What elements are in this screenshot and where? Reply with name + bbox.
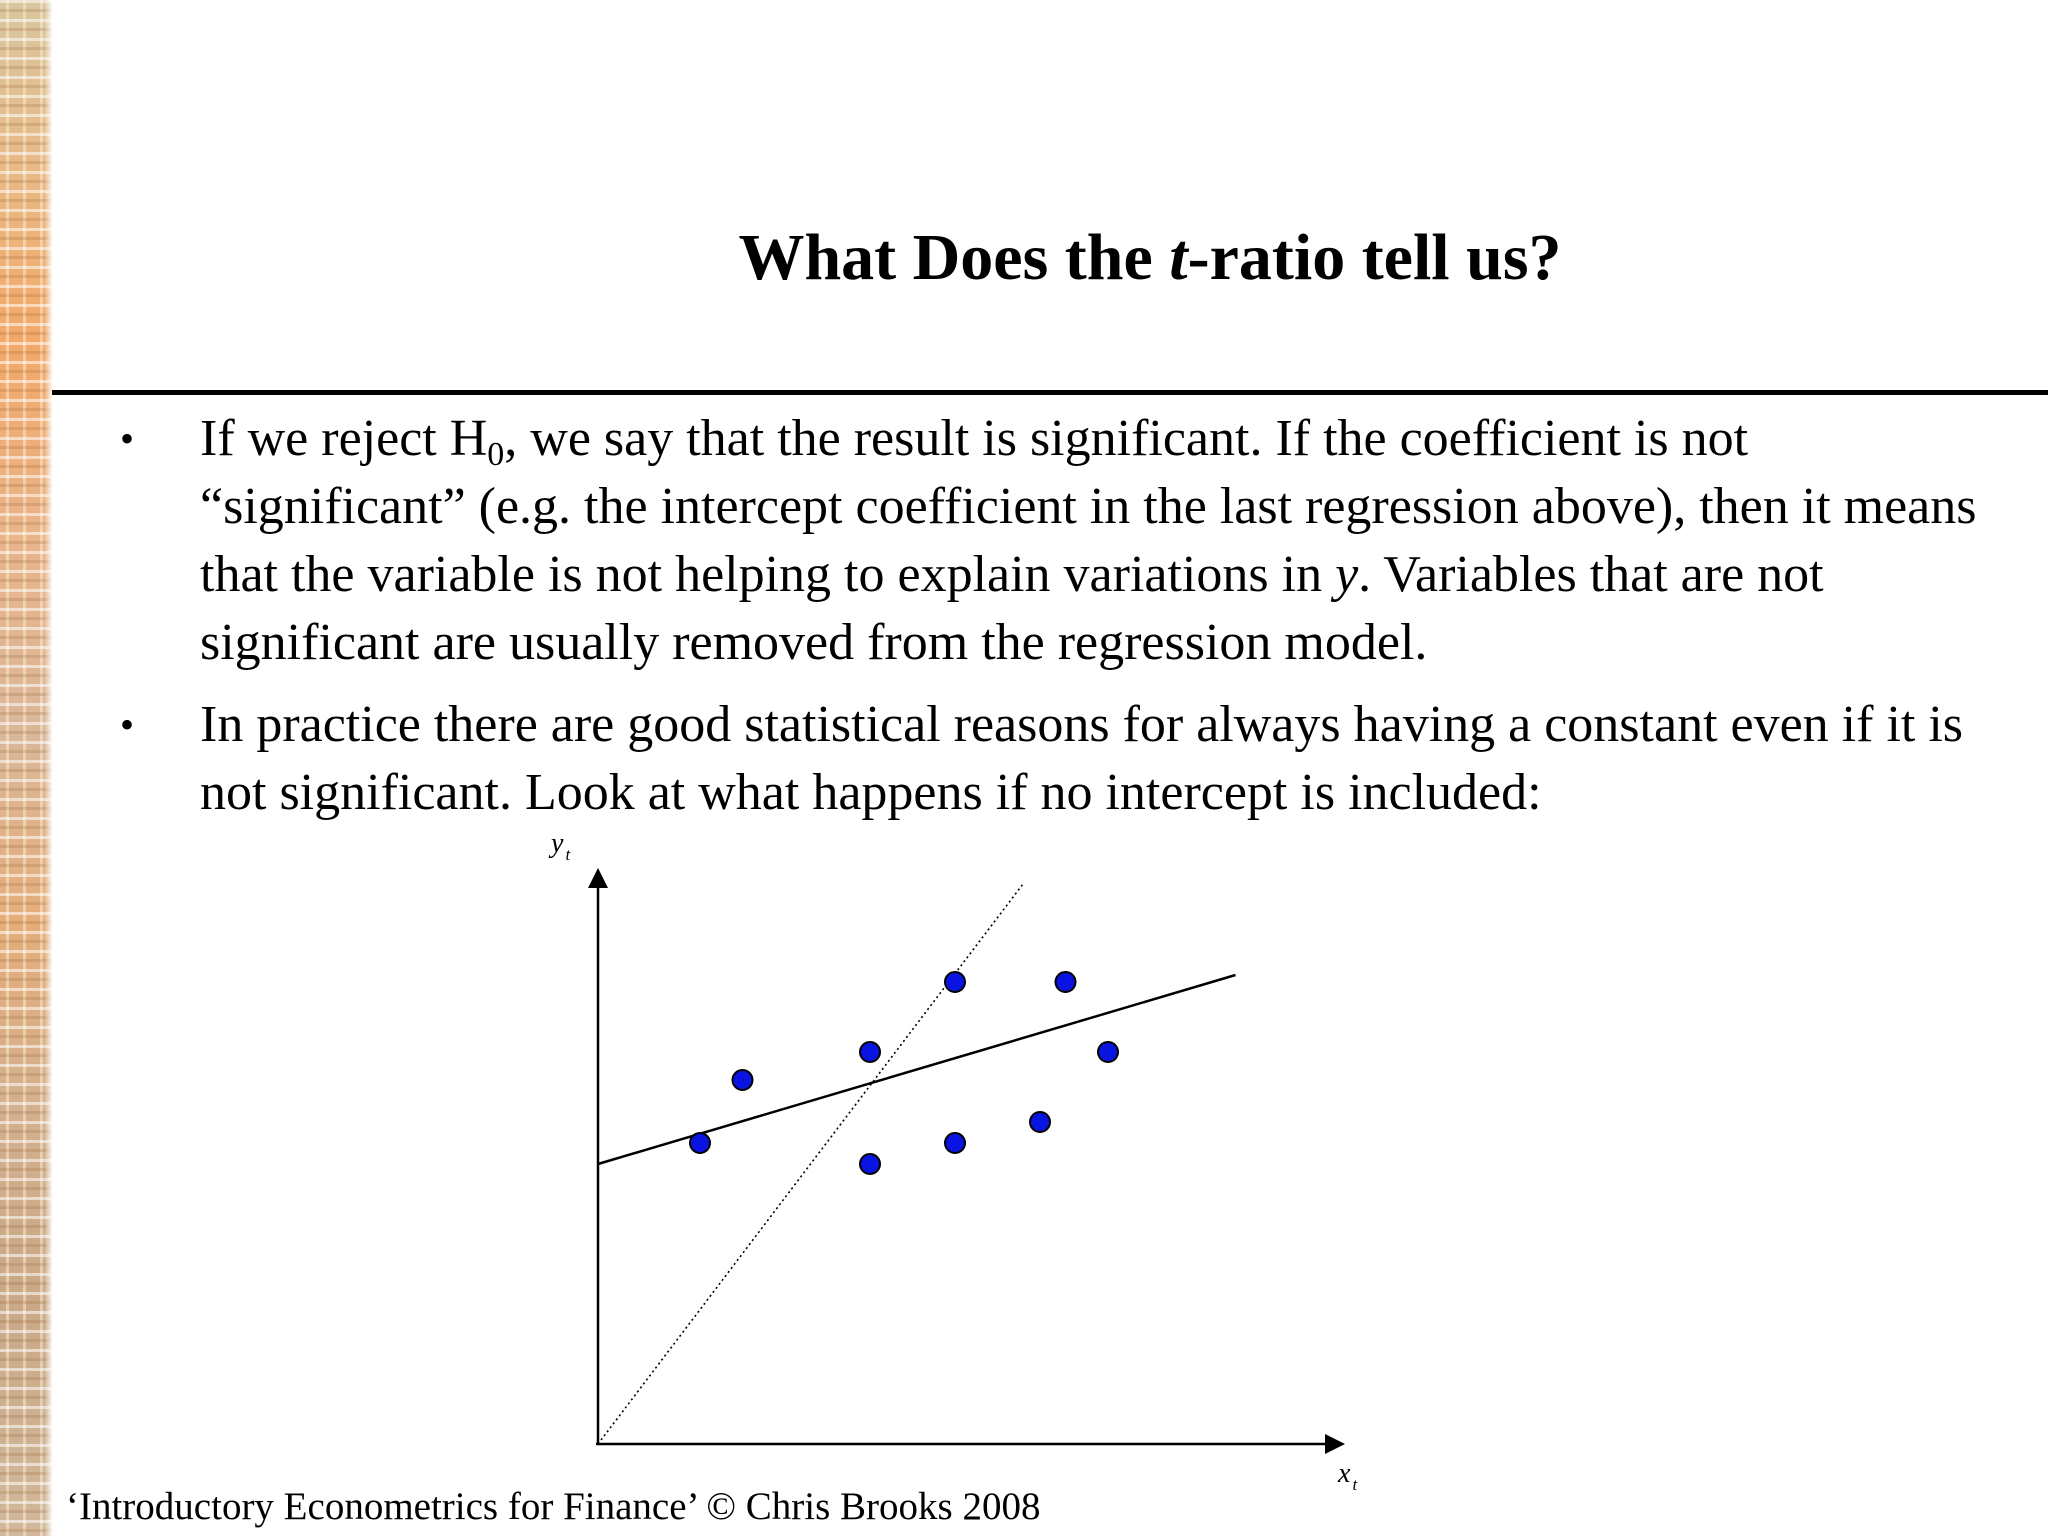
bullet-item-2 xyxy=(120,691,2000,827)
data-point xyxy=(1030,1112,1050,1132)
fitted-no-intercept-line xyxy=(598,884,1023,1444)
y-axis-label: y $_t$ xyxy=(551,828,571,864)
data-point xyxy=(945,972,965,992)
bullet-list xyxy=(120,405,2000,827)
italic-y: y xyxy=(1335,546,1359,603)
title-text-end: -ratio tell us? xyxy=(1187,221,1562,294)
bullet-item-1 xyxy=(120,405,2000,677)
data-point xyxy=(690,1133,710,1153)
data-point xyxy=(1056,972,1076,992)
bullet-marker: • xyxy=(120,702,135,747)
bullet-text-2: In practice there are good statistical reasons for always having a constant even if it is not significant. Look at what happens if no intercept is included: xyxy=(200,696,1964,821)
data-point xyxy=(733,1070,753,1090)
data-point xyxy=(860,1042,880,1062)
footer-copyright: ‘Introductory Econometrics for Finance’ © Chris Brooks 2008 xyxy=(66,1485,1041,1528)
slide-title xyxy=(52,218,2048,298)
title-text-start: What Does the xyxy=(738,221,1170,294)
title-divider xyxy=(52,390,2048,395)
bullet-text-1: If we reject $H_0$, we say that the result is significant. If the coefficient is not “significant” (e.g. the intercept coefficient in the last regression above), then it means that the variable is not helping to explain variations in y. Variables that are not significant are usually removed from the regression model. xyxy=(200,410,1977,671)
x-axis-label: x $_t$ xyxy=(1338,1458,1358,1494)
data-point xyxy=(945,1133,965,1153)
title-italic-t: t xyxy=(1169,221,1188,294)
data-point xyxy=(1098,1042,1118,1062)
bullet-marker: • xyxy=(120,416,135,461)
fitted-with-intercept-line xyxy=(598,975,1236,1164)
subscript-zero: 0 xyxy=(487,436,505,473)
decorative-side-strip xyxy=(0,0,52,1536)
data-point xyxy=(860,1154,880,1174)
y-axis-arrow-icon xyxy=(588,868,608,888)
x-axis-arrow-icon xyxy=(1325,1434,1345,1454)
